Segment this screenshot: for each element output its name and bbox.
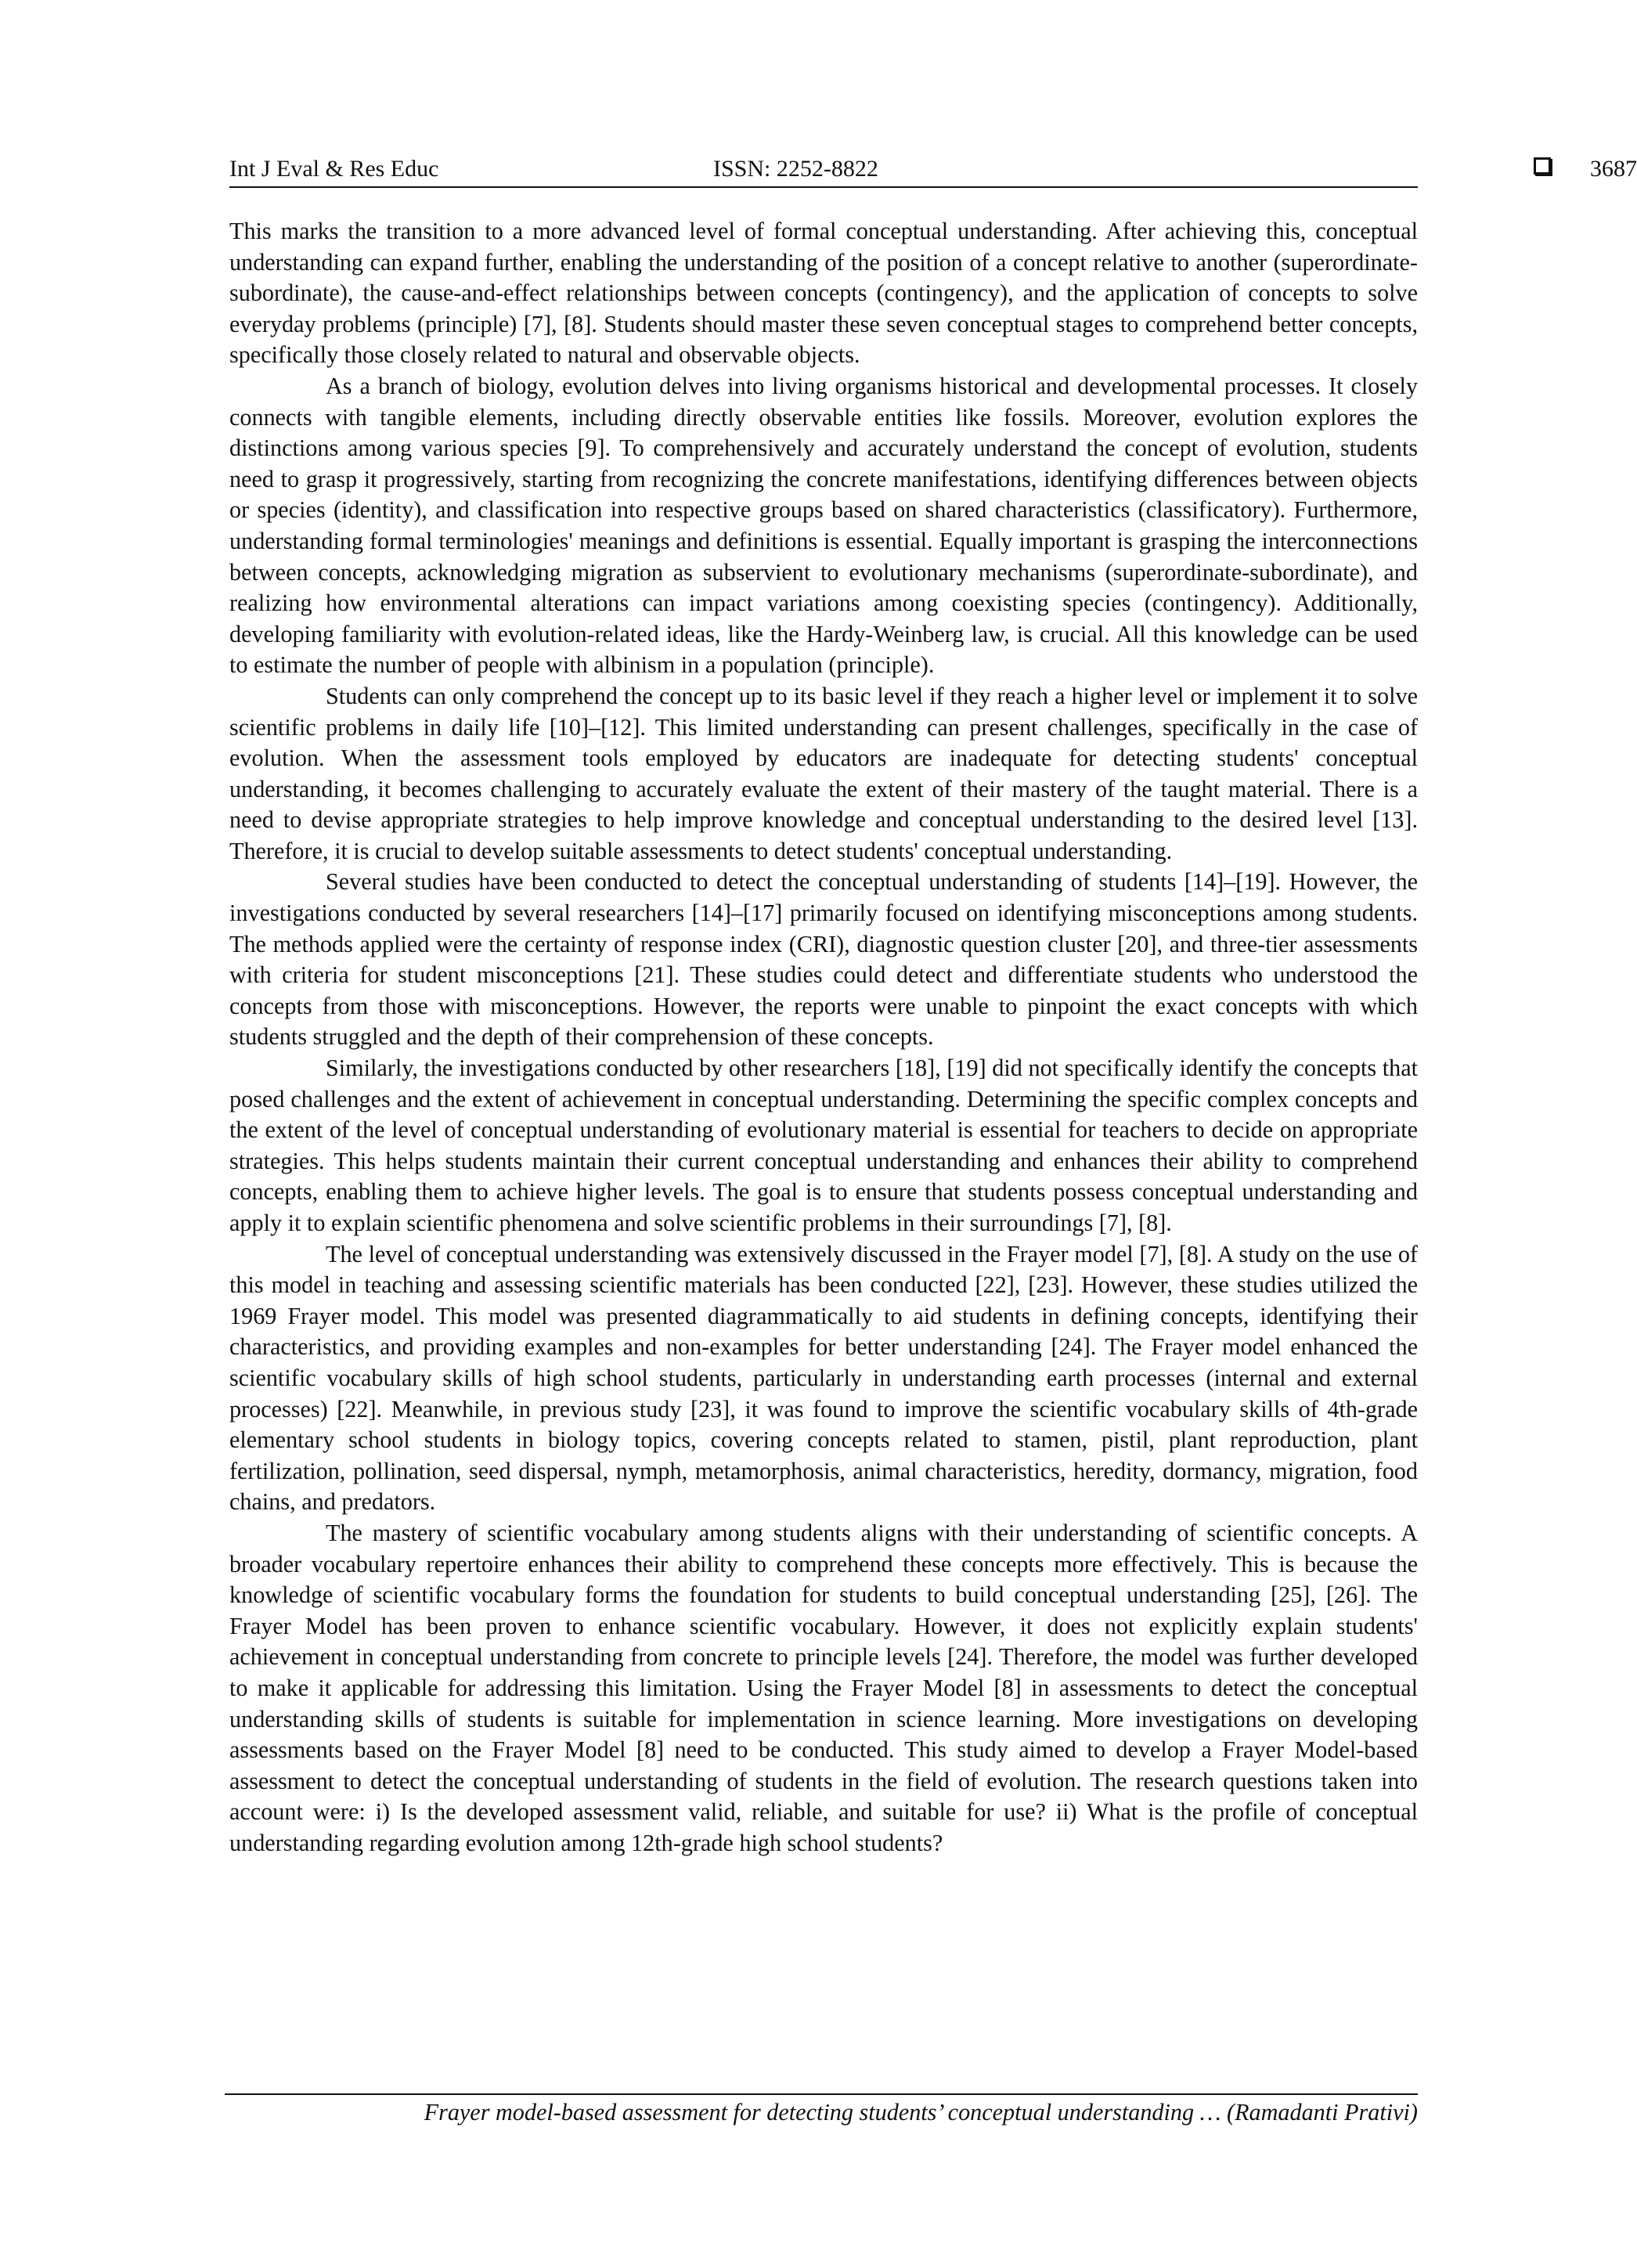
paragraph-4: Several studies have been conducted to detect the conceptual understanding of students [14]–[19]. However, the investigations conducted by several researchers [14]–[17] primarily focused on identifying misconceptions among students. The methods applied were the certainty of response index (CRI), diagnostic question cluster [20], and three-tier assessments with criteria for student misconceptions [21]. These studies could detect and differentiate students who understood the concepts from those with misconceptions. However, the reports were unable to pinpoint the exact concepts with which students struggled and the depth of their comprehension of these concepts. <box>229 868 1418 1051</box>
paragraph-2: As a branch of biology, evolution delves into living organisms historical and developmental processes. It closely connects with tangible elements, including directly observable entities like fossils. Moreover, evolution explores the distinctions among various species [9]. To comprehensively and accurately understand the concept of evolution, students need to grasp it progressively, starting from recognizing the concrete manifestations, identifying differences between objects or species (identity), and classification into respective groups based on shared characteristics (classificatory). Furthermore, understanding formal terminologies' meanings and definitions is essential. Equally important is grasping the interconnections between concepts, acknowledging migration as subservient to evolutionary mechanisms (superordinate-subordinate), and realizing how environmental alterations can impact variations among coexisting species (contingency). Additionally, developing familiarity with evolution-related ideas, like the Hardy-Weinberg law, is crucial. All this knowledge can be used to estimate the number of people with albinism in a population (principle). <box>229 372 1418 679</box>
journal-name: Int J Eval & Res Educ <box>229 156 439 182</box>
paragraph-3: Students can only comprehend the concept up to its basic level if they reach a higher level or implement it to solve scientific problems in daily life [10]–[12]. This limited understanding can present challenges, specifically in the case of evolution. When the assessment tools employed by educators are inadequate for detecting students' conceptual understanding, it becomes challenging to accurately evaluate the extent of their mastery of the taught material. There is a need to devise appropriate strategies to help improve knowledge and conceptual understanding to the desired level [13]. Therefore, it is crucial to develop suitable assessments to detect students' conceptual understanding. <box>229 682 1418 864</box>
issn: ISSN: 2252-8822 <box>713 156 878 182</box>
running-header <box>229 153 1637 188</box>
footer-divider <box>225 2093 1418 2095</box>
running-footer: Frayer model-based assessment for detecting students’ conceptual understanding … (Ramadanti Prativi) <box>424 2099 1418 2126</box>
paragraph-7: The mastery of scientific vocabulary among students aligns with their understanding of scientific concepts. A broader vocabulary repertoire enhances their ability to comprehend these concepts more effectively. This is because the knowledge of scientific vocabulary forms the foundation for students to build conceptual understanding [25], [26]. The Frayer Model has been proven to enhance scientific vocabulary. However, it does not explicitly explain students' achievement in conceptual understanding from concrete to principle levels [24]. Therefore, the model was further developed to make it applicable for addressing this limitation. Using the Frayer Model [8] in assessments to detect the conceptual understanding skills of students is suitable for implementation in science learning. More investigations on developing assessments based on the Frayer Model [8] need to be conducted. This study aimed to develop a Frayer Model-based assessment to detect the conceptual understanding of students in the field of evolution. The research questions taken into account were: i) Is the developed assessment valid, reliable, and suitable for use? ii) What is the profile of conceptual understanding regarding evolution among 12th-grade high school students? <box>229 1519 1418 1856</box>
paragraph-5: Similarly, the investigations conducted by other researchers [18], [19] did not specifically identify the concepts that posed challenges and the extent of achievement in conceptual understanding. Determining the specific complex concepts and the extent of the level of conceptual understanding of evolutionary material is essential for teachers to decide on appropriate strategies. This helps students maintain their current conceptual understanding and enhances their ability to comprehend concepts, enabling them to achieve higher levels. The goal is to ensure that students possess conceptual understanding and apply it to explain scientific phenomena and solve scientific problems in their surroundings [7], [8]. <box>229 1055 1418 1236</box>
paragraph-6: The level of conceptual understanding was extensively discussed in the Frayer model [7], [8]. A study on the use of this model in teaching and assessing scientific materials has been conducted [22], [23]. However, these studies utilized the 1969 Frayer model. This model was presented diagrammatically to aid students in defining concepts, identifying their characteristics, and providing examples and non-examples for better understanding [24]. The Frayer model enhanced the scientific vocabulary skills of high school students, particularly in understanding earth processes (internal and external processes) [22]. Meanwhile, in previous study [23], it was found to improve the scientific vocabulary skills of 4th-grade elementary school students in biology topics, covering concepts related to stamen, pistil, plant reproduction, plant fertilization, pollination, seed dispersal, nymph, metamorphosis, animal characteristics, heredity, dormancy, migration, food chains, and predators. <box>229 1240 1418 1516</box>
square-bullet-icon <box>1534 157 1551 175</box>
paragraph-1: This marks the transition to a more advanced level of formal conceptual understanding. After achieving this, conceptual understanding can expand further, enabling the understanding of the position of a concept relative to another (superordinate-subordinate), the cause-and-effect relationships between concepts (contingency), and the application of concepts to solve everyday problems (principle) [7], [8]. Students should master these seven conceptual stages to comprehend better concepts, specifically those closely related to natural and observable objects. <box>229 218 1418 369</box>
body-text <box>229 216 1418 1859</box>
page-number: 3687 <box>1590 156 1637 182</box>
